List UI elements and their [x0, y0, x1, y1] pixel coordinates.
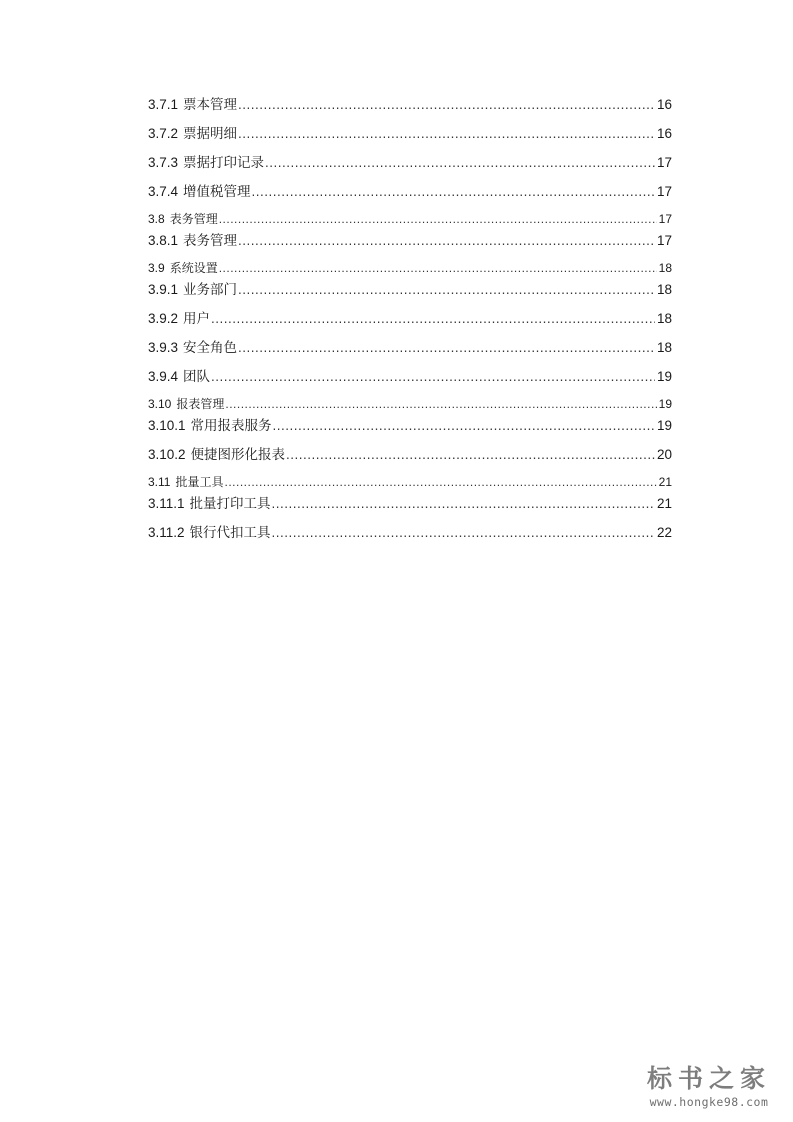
toc-entry-page: 16: [656, 97, 672, 112]
toc-entry-page: 19: [656, 369, 672, 384]
toc-entry-title: 报表管理: [176, 397, 225, 411]
dot-leader: [286, 446, 655, 464]
toc-entry-title: 批量工具: [175, 475, 224, 489]
toc-entry-title: 表务管理: [169, 212, 218, 226]
toc-section-3-11[interactable]: [148, 475, 672, 490]
toc-entry-number: 3.10.2: [148, 447, 186, 462]
toc-entry-3-9-4[interactable]: [148, 368, 672, 386]
toc-entry-title: 票据明细: [183, 126, 238, 141]
toc-entry-number: 3.10.1: [148, 418, 186, 433]
dot-leader: [211, 368, 655, 386]
dot-leader: [273, 417, 655, 435]
toc-entry-3-9-1[interactable]: [148, 281, 672, 299]
toc-entry-page: 17: [658, 212, 672, 226]
toc-entry-title: 便捷图形化报表: [190, 447, 286, 462]
watermark-logo-text: 标书之家: [646, 1064, 771, 1093]
toc-entry-number: 3.11.1: [148, 496, 185, 511]
toc-entry-title: 用户: [183, 311, 211, 326]
toc-entry-title: 批量打印工具: [189, 496, 271, 511]
toc-section-3-9[interactable]: [148, 261, 672, 276]
toc-entry-number: 3.9.3: [148, 340, 179, 355]
toc-entry-number: 3.9.1: [148, 282, 179, 297]
toc-entry-3-7-4[interactable]: [148, 183, 672, 201]
dot-leader: [238, 125, 655, 143]
dot-leader: [265, 154, 655, 172]
toc-section-3-8[interactable]: [148, 212, 672, 227]
dot-leader: [225, 397, 656, 412]
toc-entry-3-9-3[interactable]: [148, 339, 672, 357]
dot-leader: [252, 183, 655, 201]
toc-entry-page: 17: [656, 155, 672, 170]
toc-entry-title: 常用报表服务: [190, 418, 272, 433]
toc-entry-page: 18: [656, 340, 672, 355]
toc-entry-number: 3.11: [148, 475, 171, 489]
toc-entry-page: 17: [656, 233, 672, 248]
toc-entry-page: 19: [656, 418, 672, 433]
toc-entry-page: 22: [656, 525, 672, 540]
toc-entry-3-7-2[interactable]: [148, 125, 672, 143]
toc-entry-number: 3.9.2: [148, 311, 179, 326]
toc-entry-page: 17: [656, 184, 672, 199]
toc-entry-number: 3.10: [148, 397, 172, 411]
site-watermark: [633, 1064, 785, 1110]
toc-entry-3-9-2[interactable]: [148, 310, 672, 328]
toc-section-3-10[interactable]: [148, 397, 672, 412]
toc-entry-3-11-1[interactable]: [148, 495, 672, 513]
toc-entry-number: 3.7.2: [148, 126, 179, 141]
toc-entry-page: 20: [656, 447, 672, 462]
toc-entry-number: 3.9.4: [148, 369, 179, 384]
toc-entry-page: 21: [658, 475, 672, 489]
toc-entry-page: 16: [656, 126, 672, 141]
dot-leader: [238, 281, 655, 299]
toc-entry-number: 3.7.4: [148, 184, 179, 199]
table-of-contents: [148, 96, 672, 553]
toc-entry-title: 票据打印记录: [183, 155, 265, 170]
toc-entry-title: 业务部门: [183, 282, 238, 297]
toc-entry-3-7-1[interactable]: [148, 96, 672, 114]
toc-entry-3-7-3[interactable]: [148, 154, 672, 172]
toc-entry-title: 票本管理: [183, 97, 238, 112]
dot-leader: [272, 524, 655, 542]
toc-entry-page: 19: [658, 397, 672, 411]
toc-entry-number: 3.7.3: [148, 155, 179, 170]
toc-entry-3-10-1[interactable]: [148, 417, 672, 435]
dot-leader: [272, 495, 655, 513]
toc-entry-title: 系统设置: [169, 261, 218, 275]
toc-entry-title: 增值税管理: [183, 184, 251, 199]
toc-entry-page: 18: [656, 311, 672, 326]
dot-leader: [238, 96, 655, 114]
dot-leader: [238, 232, 655, 250]
toc-entry-3-11-2[interactable]: [148, 524, 672, 542]
dot-leader: [211, 310, 655, 328]
toc-entry-page: 18: [656, 282, 672, 297]
toc-entry-number: 3.9: [148, 261, 165, 275]
watermark-url: www.hongke98.com: [649, 1095, 769, 1109]
toc-entry-3-8-1[interactable]: [148, 232, 672, 250]
dot-leader: [219, 212, 657, 227]
toc-entry-title: 表务管理: [183, 233, 238, 248]
dot-leader: [224, 475, 656, 490]
toc-entry-number: 3.8.1: [148, 233, 179, 248]
toc-entry-title: 安全角色: [183, 340, 238, 355]
toc-entry-3-10-2[interactable]: [148, 446, 672, 464]
dot-leader: [238, 339, 655, 357]
dot-leader: [219, 261, 657, 276]
toc-entry-title: 团队: [183, 369, 211, 384]
toc-entry-number: 3.11.2: [148, 525, 185, 540]
toc-entry-page: 21: [656, 496, 672, 511]
toc-entry-number: 3.7.1: [148, 97, 179, 112]
toc-entry-number: 3.8: [148, 212, 165, 226]
toc-entry-page: 18: [658, 261, 672, 275]
toc-entry-title: 银行代扣工具: [189, 525, 271, 540]
